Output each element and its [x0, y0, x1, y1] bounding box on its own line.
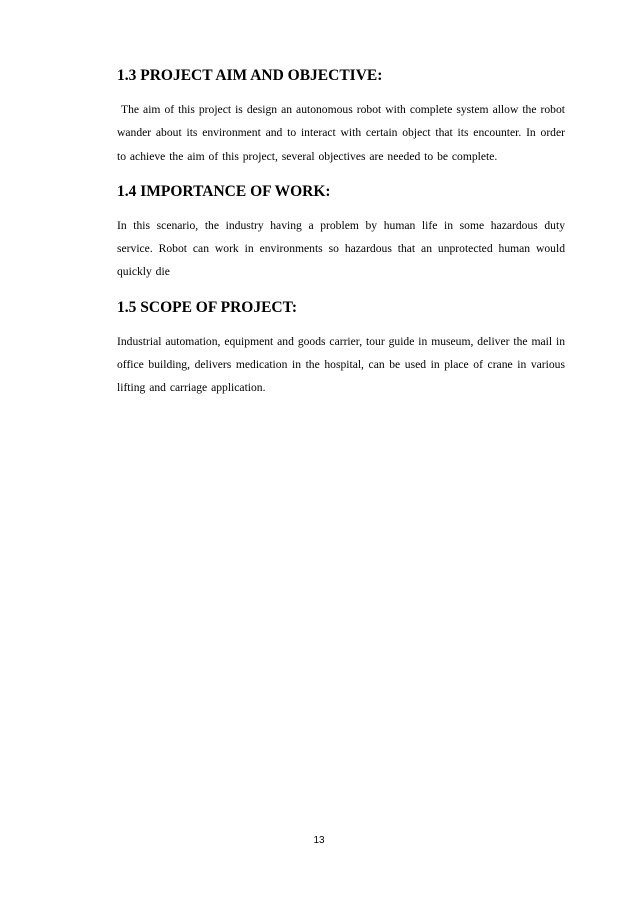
section-heading-aim-objective: 1.3 PROJECT AIM AND OBJECTIVE: — [117, 67, 383, 84]
section-heading-importance-of-work: 1.4 IMPORTANCE OF WORK: — [117, 182, 331, 200]
section-paragraph-aim-objective: The aim of this project is design an autonomous robot with complete system allow the robot wander about its environment and to interact with certain object that its encounter. In order to achieve the aim of this project, several objectives are needed to be complete. — [117, 103, 569, 163]
section-paragraph-scope-of-project: Industrial automation, equipment and goods carrier, tour guide in museum, deliver the mail in office building, delivers medication in the hospital, can be used in place of crane in various lifting and carriage application. — [117, 334, 565, 395]
section-paragraph-importance-of-work: In this scenario, the industry having a problem by human life in some hazardous duty service. Robot can work in environments so hazardous that an unprotected human would quickly die — [117, 218, 565, 279]
section-heading-scope-of-project: 1.5 SCOPE OF PROJECT: — [117, 298, 297, 316]
page-number: 13 — [313, 835, 325, 846]
document-body — [117, 66, 569, 400]
